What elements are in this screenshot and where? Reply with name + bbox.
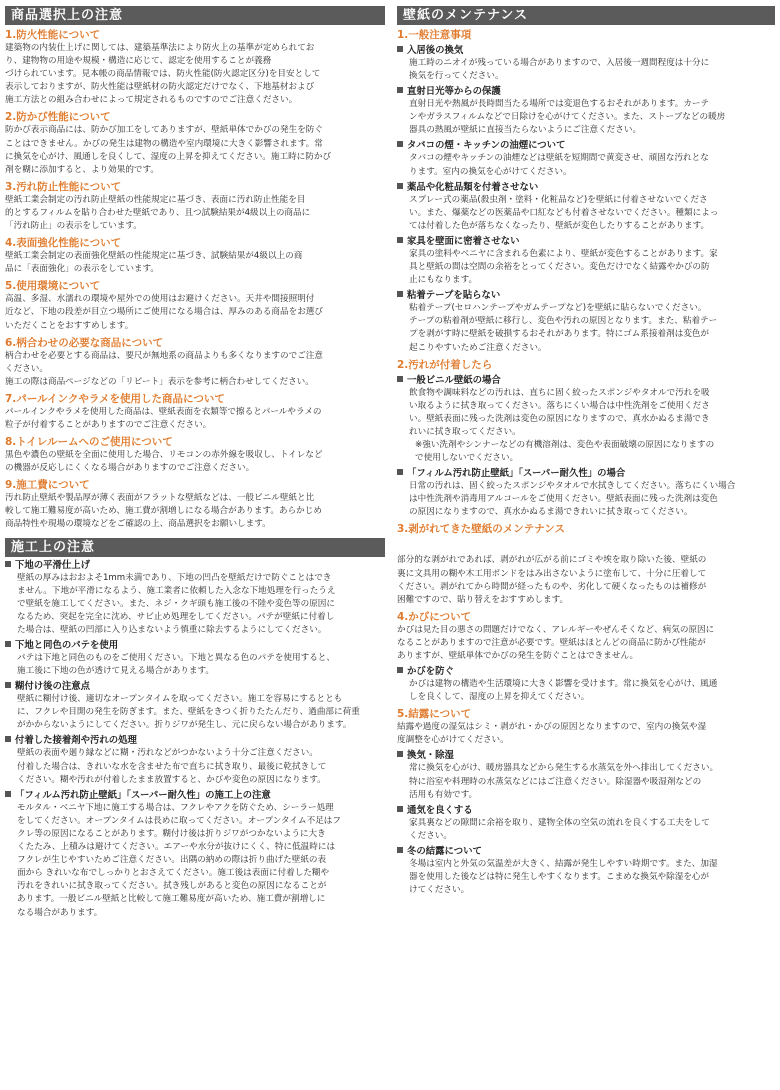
subheading-general: 1.一般注意事項 <box>397 29 472 41</box>
section-title: 2.防かび性能について <box>5 111 111 124</box>
section-text-line: パールインクやラメを使用した商品は、壁紙表面を衣類等で擦るとパールやラメの <box>5 406 322 417</box>
section-text-line: 較して施工難易度が高いため、施工費が割増しになる場合があります。あらかじめ <box>5 506 322 517</box>
paragraph-line: 結露や過度の湿気はシミ・剥がれ・かびの原因となりますので、室内の換気や湿 <box>397 722 707 733</box>
square-bullet-icon <box>397 751 403 757</box>
section-text-line: の機器が反応しにくくなる場合がありますのでご注意ください。 <box>5 463 255 474</box>
subheading-stains: 2.汚れが付着したら <box>397 358 493 371</box>
item-text-line: 特に浴室や料理時の水蒸気などにはご注意ください。除湿器や吸湿剤などの <box>409 776 702 787</box>
section-header-maintenance: 壁紙のメンテナンス <box>397 6 775 25</box>
item-title-text: 通気を良くする <box>407 804 473 816</box>
item-text-line: 日常の汚れは、固く絞ったスポンジやタオルで水拭きしてください。落ちにくい場合 <box>409 481 736 492</box>
item-title <box>5 734 385 747</box>
section-text-line: 汚れ防止壁紙や製品厚が薄く表面がフラットな壁紙などは、一般ビニル壁紙と比 <box>5 493 315 504</box>
item-text-line: モルタル・ベニヤ下地に施工する場合は、フクレやアクを防ぐため、シーラー処理 <box>17 802 334 813</box>
item-text-line: い。壁紙表面に残った洗剤は変色の原因になりますので、真水かぬるま湯でき <box>409 413 710 424</box>
section-text-line: 壁紙工業会制定の表面強化壁紙の性能規定に基づき、試験結果が4級以上の商 <box>5 251 303 262</box>
subheading-condensation: 5.結露について <box>397 708 472 721</box>
section-text-line: づけられています。見本帳の商品情報では、防火性能(防火認定区分)を目安として <box>5 69 321 80</box>
item-text-line: プを剥がす時に壁紙を破損するおそれがあります。特にゴム系接着剤は変色が <box>409 329 710 340</box>
section-text-line: 壁紙工業会制定の汚れ防止壁紙の性能規定に基づき、表面に汚れ防止性能を目 <box>5 194 306 205</box>
item-text-line: ります。室内の換気を心がけてください。 <box>409 166 572 177</box>
section-header-product-selection: 商品選択上の注意 <box>5 6 385 25</box>
stain-notes <box>397 374 775 520</box>
paragraph-line: ください。剥がれてから時間が経ったものや、劣化して硬くなったものは補修が <box>397 581 707 592</box>
section-text-line: 高温、多湿、水濡れの環境や屋外での使用はお避けください。天井や間接照明付 <box>5 294 315 305</box>
item-text-line: 家具の塗料やベニヤに含まれる色素により、壁紙が変色することがあります。家 <box>409 248 718 259</box>
item-title-text: 糊付け後の注意点 <box>15 681 91 693</box>
item-text-line: しを良くして、湿度の上昇を抑えてください。 <box>409 692 590 703</box>
note-item <box>397 467 775 519</box>
item-text-line: に、フクレや目開の発生を防ぎます。また、壁紙をきつく折りたたんだり、過曲部に荷重 <box>17 707 360 718</box>
section-text-line: り、建物物の用途や規模・構造に応じて、認定を使用することが義務 <box>5 56 272 67</box>
item-title-text: 一般ビニル壁紙の場合 <box>407 374 501 386</box>
section-text-line: 防かび表示商品には、防かび加工をしてありますが、壁紙単体でかびの発生を防ぐ <box>5 125 323 136</box>
item-text-line: 施工後に下地の色が透けて見える場合があります。 <box>17 666 214 677</box>
item-text-line: 粘着テープ(セロハンテープやガムテープなど)を壁紙に貼らないでください。 <box>409 303 707 314</box>
section-header-construction: 施工上の注意 <box>5 538 385 557</box>
item-title-text: 直射日光等からの保護 <box>407 86 501 98</box>
square-bullet-icon <box>397 141 403 147</box>
item-text-line: は中性洗剤や消毒用アルコールをご使用ください。壁紙表面に残った洗剤は変色 <box>409 494 718 505</box>
item-text-line: をしてください。オープンタイムは長めに取ってください。オープンタイム不足はフ <box>17 815 341 826</box>
item-text-line: フクレが生じやすいためご注意ください。出隅の納めの際は折り曲げた壁紙の表 <box>17 855 327 866</box>
section-text-line: 品に「表面強化」の表示をしています。 <box>5 264 160 275</box>
note-item <box>397 804 775 843</box>
item-title-text: 「フィルム汚れ防止壁紙」「スーパー耐久性」の施工上の注意 <box>15 789 271 801</box>
note-item <box>5 639 385 678</box>
item-text-line: 活用も有効です。 <box>409 789 478 800</box>
mold-notes <box>397 665 775 704</box>
note-item <box>397 181 775 233</box>
square-bullet-icon <box>397 667 403 673</box>
item-text-line: パテは下地と同色のものをご使用ください。下地と異なる色のパテを使用すると、 <box>17 653 335 663</box>
item-text-line: れいに拭き取ってください。 <box>409 426 521 437</box>
item-note-line: で使用しないでください。 <box>415 453 519 464</box>
note-item <box>5 789 385 920</box>
item-text-line: けてください。 <box>409 885 470 896</box>
section-text-line: いただくことをおすすめします。 <box>5 320 134 331</box>
item-title <box>397 804 775 817</box>
item-text-line: 家具裏などの隙間に余裕を取り、建物全体の空気の流れを良くする工夫をして <box>409 817 710 828</box>
item-title <box>397 44 775 57</box>
item-text-line: ンやガラスフィルムなどで日除けを心がけてください。また、ストーブなどの暖房 <box>409 112 726 123</box>
item-text-line: タバコの煙やキッチンの油煙などは壁紙を短期間で黄変させ、頑固な汚れとな <box>409 153 709 164</box>
item-text-line: 面から きれいな布でしっかりとおさえてください。施工後は表面に付着した糊や <box>17 868 330 879</box>
note-item <box>397 289 775 354</box>
note-item <box>397 749 775 801</box>
item-text-line: 壁紙の厚みはおおよそ1mm未満であり、下地の凹凸を壁紙だけで防ぐことはでき <box>17 572 332 583</box>
square-bullet-icon <box>397 46 403 52</box>
item-text-line: スプレー式の薬品(殺虫剤・塗料・化粧品など)を壁紙に付着させないでくださ <box>409 194 708 205</box>
item-text-line: 具と壁紙の間は空間の余裕をとってください。変色だけでなく結露やかびの防 <box>409 262 710 273</box>
section-text-line: 黒色や濃色の壁紙を全面に使用した場合、リモコンの赤外線を吸収し、トイレなど <box>5 450 323 461</box>
section-text-line: 的とするフィルムを貼り合わせた壁紙であり、且つ試験結果が4級以上の商品に <box>5 207 311 218</box>
section-text-line: 近など、下地の段差が目立つ場所にご使用になる場合は、厚みのある商品をお選び <box>5 307 323 318</box>
item-text-line: の原因になりますので、真水かぬるま湯できれいに拭き取ってください。 <box>409 507 693 518</box>
item-title-text: 「フィルム汚れ防止壁紙」「スーパー耐久性」の場合 <box>407 468 626 480</box>
item-title-text: タバコの煙・キッチンの油煙について <box>407 140 566 152</box>
note-section <box>5 336 385 389</box>
paragraph-line: ありますが、壁紙単体でかびの発生を防ぐことはできません。 <box>397 651 639 661</box>
item-text-line: なる場合があります。 <box>17 907 103 918</box>
note-item <box>397 85 775 137</box>
item-text-line: かびは建物の構造や生活環境に大きく影響を受けます。常に換気を心がけ、風通 <box>409 679 718 690</box>
note-item <box>397 44 775 83</box>
note-section <box>5 236 385 276</box>
left-column <box>5 6 385 920</box>
item-title <box>397 181 775 194</box>
note-item <box>5 680 385 732</box>
paragraph-line: 部分的な剥がれであれば、剥がれが広がる前にゴミや埃を取り除いた後、壁紙の <box>397 555 707 566</box>
section-title: 1.防火性能について <box>5 29 101 41</box>
item-text-line: 冬場は室内と外気の気温差が大きく、結露が発生しやすい時期です。また、加湿 <box>409 858 718 869</box>
item-title-text: 換気・除湿 <box>407 750 454 762</box>
section-text-line: 施工の際は商品ページなどの「リピート」表示を参考に柄合わせしてください。 <box>5 376 314 387</box>
item-text-line: い取るように拭き取ってください。落ちにくい場合は中性洗剤をご使用くださ <box>409 400 710 411</box>
section-text-line: 「汚れ防止」の表示をしています。 <box>5 221 142 232</box>
item-title-text: 薬品や化粧品類を付着させない <box>407 181 539 193</box>
item-title <box>397 467 775 480</box>
item-title <box>397 845 775 858</box>
item-text-line: 起こりやすいためご注意ください。 <box>409 342 547 353</box>
item-text-line: 飲食物や調味料などの汚れは、直ちに固く絞ったスポンジやタオルで汚れを吸 <box>409 387 710 398</box>
item-text-line: い。また、爆薬などの医薬品や口紅なども付着させないでください。種類によっ <box>409 207 719 218</box>
section-title: 9.施工費について <box>5 479 90 492</box>
square-bullet-icon <box>5 682 11 688</box>
item-title <box>5 789 385 802</box>
construction-notes <box>5 559 385 920</box>
condensation-paragraph <box>397 721 775 747</box>
right-column <box>397 6 775 897</box>
paragraph-line: 度調整を心がけてください。 <box>397 735 509 746</box>
section-text-line: 剤を糊に添加すると、より効果的です。 <box>5 164 160 175</box>
section-text-line: 商品特性や現場の環境などをご確認の上、商品選択をお願いします。 <box>5 519 271 530</box>
item-title-text: 下地と同色のパテを使用 <box>15 640 119 651</box>
note-section <box>5 392 385 432</box>
item-title <box>397 235 775 248</box>
item-title <box>397 289 775 302</box>
condensation-notes <box>397 749 775 897</box>
item-title-text: 粘着テープを貼らない <box>407 290 501 302</box>
square-bullet-icon <box>397 183 403 189</box>
item-title-text: 入居後の換気 <box>407 45 464 56</box>
note-section <box>5 28 385 107</box>
subheading-peeling: 3.剥がれてきた壁紙のメンテナンス <box>397 523 565 536</box>
section-text-line: ことはできません。かびの発生は建物の構造や室内環境に大きく影響されます。常 <box>5 138 323 149</box>
section-text-line: 施工方法との組み合わせによって規定されるものですのでご注意ください。 <box>5 95 298 106</box>
square-bullet-icon <box>397 87 403 93</box>
item-title <box>5 559 385 572</box>
section-title: 3.汚れ防止性能について <box>5 180 122 193</box>
note-section <box>5 435 385 475</box>
item-text-line: た場合は、壁紙の凹部に入り込まないよう慎重に除去するようにしてください。 <box>17 624 327 635</box>
paragraph-line: 裏に文具用の糊や木工用ボンドをはみ出さないように塗布して、十分に圧着して <box>397 568 707 579</box>
item-text-line: 換気を行ってください。 <box>409 71 504 82</box>
square-bullet-icon <box>397 291 403 297</box>
section-title: 5.使用環境について <box>5 280 101 293</box>
square-bullet-icon <box>5 641 11 647</box>
section-text-line: 建築物の内装仕上げに関しては、建築基準法により防火上の基準が定められてお <box>5 43 315 53</box>
section-text-line: に換気を心がけ、風通しを良くして、湿度の上昇を抑えてください。施工時に防かび <box>5 151 332 162</box>
section-text-line: 柄合わせを必要とする商品は、要尺が無地系の商品よりも多くなりますのでご注意 <box>5 350 323 361</box>
item-text-line: くたたみ、上積みは避けてください。エアーや水分が抜けにくく、特に低温時には <box>17 842 336 853</box>
square-bullet-icon <box>5 561 11 567</box>
section-text-line: 表示しておりますが、防火性能は壁紙材の防火認定だけでなく、下地基材および <box>5 82 315 93</box>
item-text-line: ません。下地が平滑になるよう、施工業者に依頼した入念な下地処理を行ったうえ <box>17 585 336 596</box>
item-text-line: 止にもなります。 <box>409 275 478 286</box>
item-note-line: ※強い洗剤やシンナーなどの有機溶剤は、変色や表面破壊の原因になりますの <box>415 439 715 450</box>
section-title: 4.表面強化性能について <box>5 237 122 250</box>
item-text-line: 常に換気を心がけ、暖房器具などから発生する水蒸気を外へ排出してください。 <box>409 763 719 774</box>
item-text-line: クレ等の原因になることがあります。糊付け後は折りジワがつかないように大き <box>17 828 326 839</box>
section-text-line: ください。 <box>5 363 48 374</box>
square-bullet-icon <box>5 791 11 797</box>
square-bullet-icon <box>397 806 403 812</box>
item-text-line: 付着した場合は、きれいな水を含ませた布で直ちに拭き取り、最後に乾拭きして <box>17 761 327 772</box>
item-text-line: 壁紙の表面や廻り縁などに糊・汚れなどがつかないよう十分ご注意ください。 <box>17 748 318 759</box>
peeling-paragraph <box>397 554 775 606</box>
item-title <box>5 639 385 652</box>
item-text-line: 器を使用した後などは特に発生しやすくなります。こまめな換気や除湿を心が <box>409 872 710 883</box>
paragraph-line: 困難ですので、貼り替えをおすすめします。 <box>397 594 569 605</box>
mold-paragraph <box>397 624 775 663</box>
section-title: 6.柄合わせの必要な商品について <box>5 336 164 349</box>
product-selection-notes <box>5 28 385 532</box>
item-title <box>397 85 775 98</box>
item-text-line: なるため、突起を完全に沈め、サビ止め処理をしてください。パテが壁紙に付着し <box>17 611 335 622</box>
item-text-line: 施工時のニオイが残っている場合がありますので、入居後一週間程度は十分に <box>409 58 710 68</box>
note-item <box>5 734 385 786</box>
note-item <box>397 139 775 178</box>
item-title <box>5 680 385 693</box>
square-bullet-icon <box>5 736 11 742</box>
item-text-line: で壁紙を施工してください。また、ネジ・クギ頭も施工後の不陸や変色等の原因に <box>17 598 335 609</box>
square-bullet-icon <box>397 847 403 853</box>
item-text-line: ては付着した色が落ちなくなったり、壁紙が変色したりすることがあります。 <box>409 220 710 231</box>
item-title <box>397 374 775 387</box>
item-title <box>397 139 775 152</box>
note-section <box>5 279 385 332</box>
item-text-line: ください。 <box>409 830 452 841</box>
note-section <box>5 478 385 531</box>
note-section <box>5 180 385 233</box>
note-section <box>5 110 385 176</box>
item-title <box>397 665 775 678</box>
square-bullet-icon <box>397 469 403 475</box>
item-title-text: 下地の平滑仕上げ <box>15 559 91 571</box>
item-text-line: 直射日光や熱風が長時間当たる場所では変退色するおそれがあります。カーテ <box>409 99 710 110</box>
section-title: 8.トイレルームへのご使用について <box>5 436 173 449</box>
paragraph-line: かびは見た目の悪さの問題だけでなく、アレルギーやぜんそくなど、病気の原因に <box>397 624 715 635</box>
note-item <box>397 845 775 897</box>
item-text-line: テープの粘着剤が壁紙に移行し、変色や汚れの原因となります。また、粘着テー <box>409 316 718 327</box>
subheading-mold: 4.かびについて <box>397 610 472 623</box>
note-item <box>397 665 775 704</box>
item-title <box>397 749 775 762</box>
section-title: 7.パールインクやラメを使用した商品について <box>5 392 225 405</box>
item-text-line: 器具の熱風が壁紙に直接当たらないようにご注意ください。 <box>409 125 642 136</box>
item-text-line: 汚れをきれいに拭き取ってください。拭き残しがあると変色の原因になることが <box>17 881 327 892</box>
item-title-text: かびを防ぐ <box>407 666 454 678</box>
item-text-line: ください。糊や汚れが付着したまま放置すると、かびや変色の原因になります。 <box>17 774 326 785</box>
item-title-text: 付着した接着剤や汚れの処理 <box>15 735 137 747</box>
item-text-line: 壁紙に糊付け後、適切なオープンタイムを取ってください。施工を容易にするととも <box>17 694 343 705</box>
note-item <box>397 374 775 466</box>
section-text-line: 粒子が付着することがありますのでご注意ください。 <box>5 419 212 430</box>
item-text-line: あります。一般ビニル壁紙と比較して施工難易度が高いため、施工費が割増しに <box>17 894 326 905</box>
square-bullet-icon <box>397 376 403 382</box>
note-item <box>397 235 775 287</box>
item-title-text: 家具を壁面に密着させない <box>407 235 520 247</box>
item-title-text: 冬の結露について <box>407 845 482 857</box>
general-notes <box>397 44 775 355</box>
paragraph-line: なることがありますので注意が必要です。壁紙はほとんどの商品に防かび性能が <box>397 637 706 648</box>
item-text-line: がかからないようにしてください。折りジワが発生し、元に戻らない場合があります。 <box>17 720 352 731</box>
note-item <box>5 559 385 637</box>
square-bullet-icon <box>397 237 403 243</box>
